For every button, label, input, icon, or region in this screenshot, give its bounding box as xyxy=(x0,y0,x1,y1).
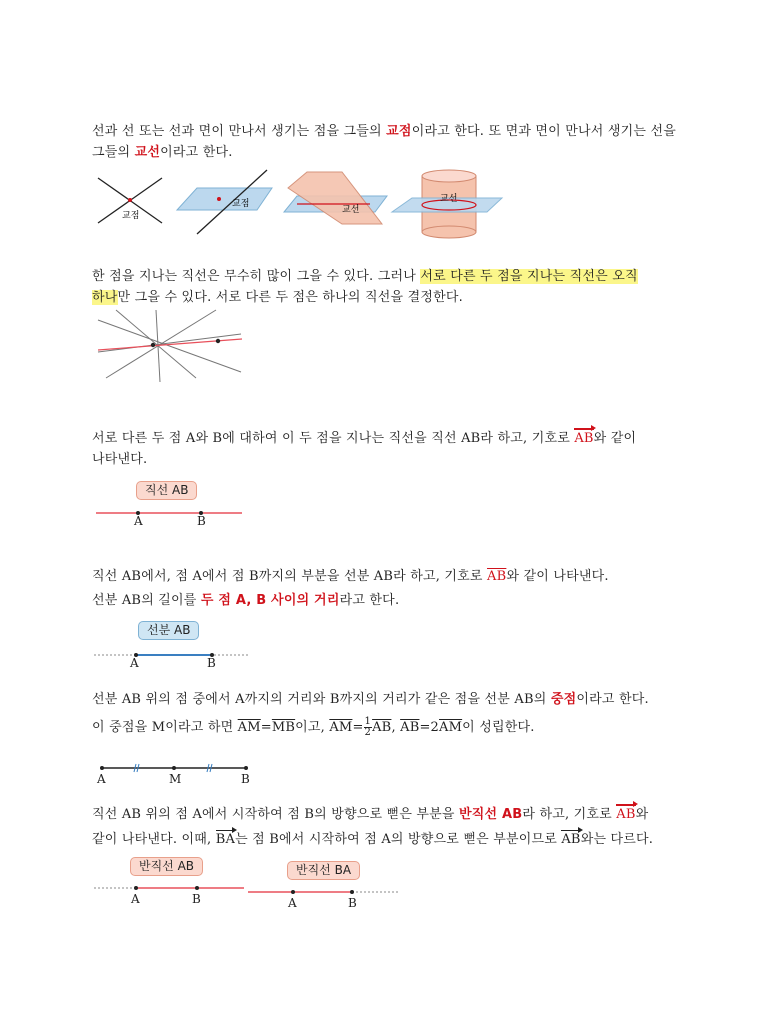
text: 선분 AB의 길이를 xyxy=(92,593,201,608)
label-line-2: 교선 xyxy=(440,194,458,204)
para3-line1 xyxy=(92,427,636,446)
ray-symbol-ab: AB xyxy=(561,832,581,847)
text: 서로 다른 두 점 A와 B에 대하여 이 두 점을 지나는 직선을 직선 AB라 하고, 기호로 xyxy=(92,431,575,446)
fraction-half xyxy=(364,717,373,738)
label-line-ab: 직선 AB xyxy=(136,481,197,500)
text: 이 성립한다. xyxy=(462,720,535,735)
label-a: A xyxy=(97,772,106,786)
point xyxy=(216,339,220,343)
label-ray-ab: 반직선 AB xyxy=(130,857,203,876)
ray-symbol-ab: AB xyxy=(616,807,636,822)
ray-figures xyxy=(94,878,404,902)
para4-line1 xyxy=(92,565,609,584)
cylinder-bottom xyxy=(422,226,476,238)
segment-ab: AB xyxy=(400,720,420,735)
segment-mb: MB xyxy=(271,720,296,735)
highlight-text: 서로 다른 두 점을 지나는 직선은 오직 xyxy=(420,269,638,284)
text: 직선 AB 위의 점 A에서 시작하여 점 B의 방향으로 뻗은 부분을 xyxy=(92,807,460,822)
line-ab-figure xyxy=(96,498,246,528)
segment-am: AM xyxy=(329,720,353,735)
label-a: A xyxy=(130,656,139,670)
label-ray-ba: 반직선 BA xyxy=(287,861,360,880)
term-intersection-point: 교점 xyxy=(386,124,412,139)
line xyxy=(106,310,216,378)
denominator: 2 xyxy=(364,727,372,738)
label-a: A xyxy=(134,514,143,528)
label-point-2: 교점 xyxy=(232,199,250,209)
numerator: 1 xyxy=(364,716,372,727)
para2-line2 xyxy=(92,286,463,305)
unique-line xyxy=(98,339,242,350)
segment-am: AM xyxy=(237,720,261,735)
intersection-figures xyxy=(92,168,512,244)
text: 이고, xyxy=(295,720,330,735)
text: 라 하고, 기호로 xyxy=(522,807,617,822)
label-line-1: 교선 xyxy=(342,205,360,215)
line xyxy=(98,320,241,372)
separator: , xyxy=(391,720,401,735)
para2-line1 xyxy=(92,265,638,284)
cylinder-top xyxy=(422,170,476,182)
point-b xyxy=(350,890,354,894)
point-a xyxy=(100,766,104,770)
para6-line1 xyxy=(92,803,648,822)
text: 와 xyxy=(635,807,649,822)
label-point-1: 교점 xyxy=(122,211,140,221)
para1-line2 xyxy=(92,141,233,160)
para4-line2 xyxy=(92,589,399,608)
text: 와 같이 xyxy=(593,431,637,446)
text: 나타낸다. xyxy=(92,452,148,467)
para6-line2 xyxy=(92,828,653,847)
text: 이라고 한다. xyxy=(160,145,233,160)
intersection-dot xyxy=(128,198,132,202)
segment-symbol-ab: AB xyxy=(487,569,507,584)
label-m: M xyxy=(169,772,182,786)
para5-line1 xyxy=(92,688,649,707)
para3-line2 xyxy=(92,448,147,467)
point-a xyxy=(291,890,295,894)
operator: =2 xyxy=(419,720,440,735)
lines-through-point-figure xyxy=(96,306,246,386)
text: 선분 AB 위의 점 중에서 A까지의 거리와 B까지의 거리가 같은 점을 선분 AB의 xyxy=(92,692,551,707)
para5-line2 xyxy=(92,716,535,738)
label-b: B xyxy=(348,896,357,910)
point-m xyxy=(172,766,176,770)
text: 와 같이 나타낸다. xyxy=(506,569,609,584)
key-statement: 서로 다른 두 점은 하나의 직선을 결정한다. xyxy=(215,290,463,305)
text: 선과 선 또는 선과 면이 만나서 생기는 점을 그들의 xyxy=(92,124,387,139)
label-a: A xyxy=(131,892,140,906)
label-b: B xyxy=(197,514,206,528)
operator: = xyxy=(352,720,364,735)
point-b xyxy=(195,886,199,890)
segment-ab: AB xyxy=(372,720,392,735)
point-b xyxy=(244,766,248,770)
text: 이 중점을 M이라고 하면 xyxy=(92,720,238,735)
term-distance: 두 점 A, B 사이의 거리 xyxy=(200,593,340,608)
text: 이라고 한다. 또 면과 면이 만나서 생기는 선을 xyxy=(411,124,676,139)
text: 그들의 xyxy=(92,145,135,160)
text: 이라고 한다. xyxy=(576,692,649,707)
line-symbol-ab: AB xyxy=(574,431,594,446)
text: 만 그을 수 있다. xyxy=(117,290,216,305)
term-intersection-line: 교선 xyxy=(134,145,161,160)
para1-line1 xyxy=(92,120,676,139)
intersection-dot xyxy=(217,197,221,201)
point-a xyxy=(134,886,138,890)
text: 는 점 B에서 시작하여 점 A의 방향으로 뻗은 부분이므로 xyxy=(235,832,562,847)
text: 라고 한다. xyxy=(339,593,400,608)
label-segment-ab: 선분 AB xyxy=(138,621,199,640)
label-b: B xyxy=(192,892,201,906)
ray-symbol-ba: BA xyxy=(215,832,236,847)
text: 직선 AB에서, 점 A에서 점 B까지의 부분을 선분 AB라 하고, 기호로 xyxy=(92,569,488,584)
line xyxy=(98,334,241,352)
segment-am: AM xyxy=(439,720,463,735)
segment-ab-figure xyxy=(94,640,254,670)
term-midpoint: 중점 xyxy=(550,692,577,707)
label-a: A xyxy=(288,896,297,910)
text: 같이 나타낸다. 이때, xyxy=(92,832,216,847)
operator: = xyxy=(260,720,272,735)
plane-1 xyxy=(177,188,272,210)
label-b: B xyxy=(207,656,216,670)
text: 와는 다르다. xyxy=(580,832,654,847)
term-ray: 반직선 AB xyxy=(459,807,523,822)
point xyxy=(151,343,155,347)
label-b: B xyxy=(241,772,250,786)
highlight-text: 하나 xyxy=(92,290,118,305)
text: 한 점을 지나는 직선은 무수히 많이 그을 수 있다. 그러나 xyxy=(92,269,421,284)
